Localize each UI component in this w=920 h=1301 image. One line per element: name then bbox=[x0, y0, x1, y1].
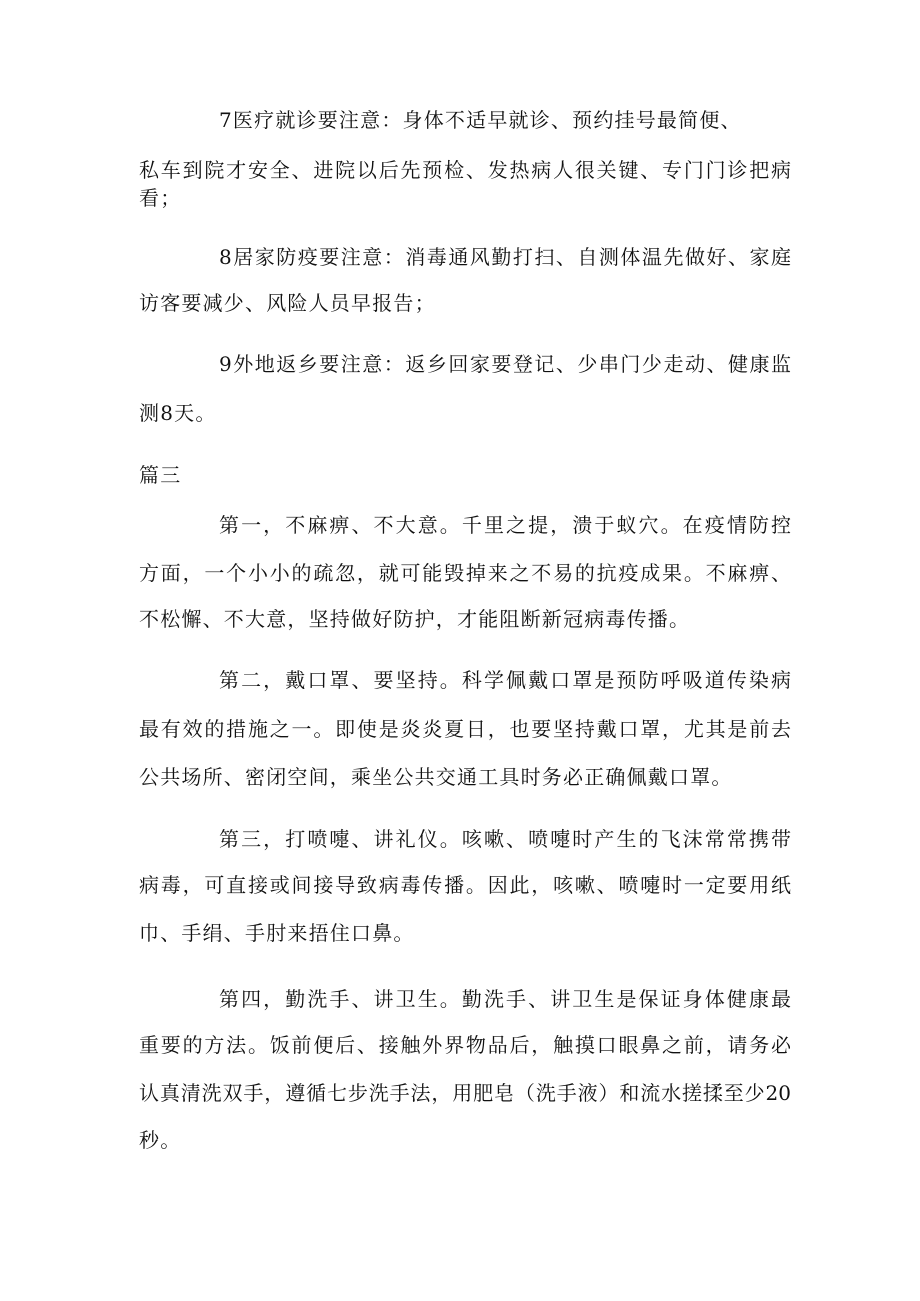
para1-line2: 方面，一个小小的疏忽，就可能毁掉来之不易的抗疫成果。不麻痹、 bbox=[139, 561, 791, 585]
section-title: 篇三 bbox=[139, 463, 182, 487]
item7-line1: 7医疗就诊要注意：身体不适早就诊、预约挂号最简便、 bbox=[219, 108, 742, 132]
para2-line1: 第二，戴口罩、要坚持。科学佩戴口罩是预防呼吸道传染病 bbox=[219, 668, 791, 692]
para3-line2: 病毒，可直接或间接导致病毒传播。因此，咳嗽、喷嚏时一定要用纸 bbox=[139, 873, 791, 897]
para2-line2: 最有效的措施之一。即使是炎炎夏日，也要坚持戴口罩，尤其是前去 bbox=[139, 717, 791, 741]
item7-line2: 私车到院才安全、进院以后先预检、发热病人很关键、专门门诊把病 bbox=[139, 158, 791, 182]
item7-line3: 看； bbox=[139, 186, 182, 210]
item8-line1: 8居家防疫要注意：消毒通风勤打扫、自测体温先做好、家庭 bbox=[219, 245, 791, 269]
para4-line2: 重要的方法。饭前便后、接触外界物品后，触摸口眼鼻之前，请务必 bbox=[139, 1033, 791, 1057]
para3-line3: 巾、手绢、手肘来捂住口鼻。 bbox=[139, 921, 415, 945]
item9-line1: 9外地返乡要注意：返乡回家要登记、少串门少走动、健康监 bbox=[219, 352, 791, 376]
para1-line1: 第一，不麻痹、不大意。千里之提，溃于蚁穴。在疫情防控 bbox=[219, 513, 791, 537]
para4-line1: 第四，勤洗手、讲卫生。勤洗手、讲卫生是保证身体健康最 bbox=[219, 987, 791, 1011]
para4-line3: 认真清洗双手，遵循七步洗手法，用肥皂（洗手液）和流水搓揉至少20 bbox=[139, 1081, 791, 1105]
para2-line3: 公共场所、密闭空间，乘坐公共交通工具时务必正确佩戴口罩。 bbox=[139, 765, 733, 789]
para4-line4: 秒。 bbox=[139, 1128, 182, 1152]
para1-line3: 不松懈、不大意，坚持做好防护，才能阻断新冠病毒传播。 bbox=[139, 607, 691, 631]
para3-line1: 第三，打喷嚏、讲礼仪。咳嗽、喷嚏时产生的飞沫常常携带 bbox=[219, 827, 791, 851]
item9-line2: 测8天。 bbox=[139, 401, 217, 425]
item8-line2: 访客要减少、风险人员早报告； bbox=[139, 291, 436, 315]
